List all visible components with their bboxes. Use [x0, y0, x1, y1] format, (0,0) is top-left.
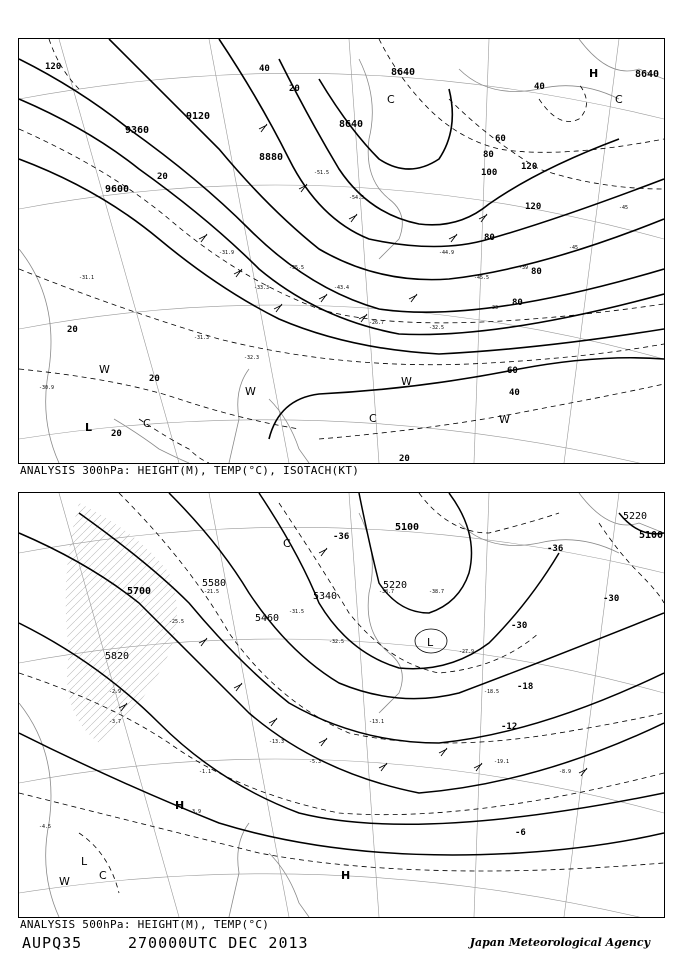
height-label: 5220	[383, 580, 408, 591]
isotach-label: 20	[111, 429, 122, 439]
svg-text:-43.4: -43.4	[334, 285, 350, 291]
svg-text:-31.9: -31.9	[219, 250, 235, 256]
warm-core-marker: W	[499, 413, 510, 426]
svg-text:-1.1: -1.1	[199, 769, 212, 775]
height-label: 5220	[623, 511, 648, 522]
height-labels	[105, 511, 663, 662]
svg-text:-31.1: -31.1	[79, 275, 95, 281]
isotach-label: 20	[67, 325, 78, 335]
isotach-label: 20	[157, 172, 168, 182]
warm-core-marker: W	[401, 375, 412, 388]
low-pressure-marker: L	[427, 636, 434, 649]
agency-name: Japan Meteorological Agency	[469, 936, 650, 949]
svg-text:-31.5: -31.5	[289, 609, 305, 615]
svg-text:-3.7: -3.7	[109, 719, 122, 725]
warm-core-marker: W	[59, 875, 70, 888]
svg-text:-4.5: -4.5	[39, 824, 52, 830]
graticule	[19, 39, 664, 463]
svg-text:-25.5: -25.5	[169, 619, 185, 625]
isotach-label: 120	[521, 162, 538, 172]
isotherm-label: -36	[333, 532, 350, 542]
cold-core-marker: C	[99, 869, 107, 882]
isotherm-label: -6	[515, 828, 526, 838]
cold-core-marker: C	[369, 412, 377, 425]
svg-text:-2.9: -2.9	[109, 689, 122, 695]
coastline	[19, 39, 664, 463]
isotach-label: 80	[512, 298, 523, 308]
isotach-label: 20	[399, 454, 410, 463]
warm-core-marker: W	[99, 363, 110, 376]
isotherm-label: -30	[511, 621, 528, 631]
isotherm-labels	[333, 532, 619, 838]
warm-core-marker: W	[245, 385, 256, 398]
isotach-label: 120	[45, 62, 62, 72]
svg-text:-38.7: -38.7	[429, 589, 445, 595]
isotach-label: 40	[534, 82, 545, 92]
isotach-label: 80	[483, 150, 494, 160]
isotach-label: 80	[484, 233, 495, 243]
low-pressure-marker: L	[85, 421, 93, 434]
isotherm-label: -30	[603, 594, 620, 604]
cold-core-marker: C	[143, 417, 151, 430]
svg-text:-33: -33	[489, 305, 499, 311]
height-label: 9600	[105, 184, 130, 195]
svg-text:-38.7: -38.7	[379, 589, 395, 595]
isotherm-label: -36	[547, 544, 564, 554]
high-pressure-marker: H	[341, 869, 351, 882]
wind-barbs	[119, 548, 587, 776]
chart-300hpa-map	[19, 39, 664, 463]
height-label: 5820	[105, 651, 130, 662]
svg-text:-54.5: -54.5	[349, 195, 365, 201]
isotach-contours	[19, 39, 664, 463]
chart-500hpa-map	[19, 493, 664, 917]
svg-text:-32.3: -32.3	[244, 355, 260, 361]
height-label: 9360	[125, 125, 150, 136]
height-label: 5340	[313, 591, 338, 602]
height-label: 8880	[259, 152, 284, 163]
svg-text:-33.3: -33.3	[254, 285, 270, 291]
height-label: 5100	[639, 530, 664, 541]
height-label: 5100	[395, 522, 420, 533]
cold-core-marker: C	[615, 93, 623, 106]
height-label: 5700	[127, 586, 152, 597]
isotherm-label: -18	[517, 682, 534, 692]
height-label: 5460	[255, 613, 280, 624]
isotach-label: 20	[149, 374, 160, 384]
isotach-label: 40	[259, 64, 270, 74]
svg-text:-5.3: -5.3	[309, 759, 322, 765]
svg-text:-19.1: -19.1	[494, 759, 510, 765]
svg-text:-13.3: -13.3	[269, 739, 285, 745]
isotach-label: 40	[509, 388, 520, 398]
valid-time: 270000UTC DEC 2013	[128, 934, 309, 952]
isotach-label: 60	[507, 366, 518, 376]
svg-text:-26.7: -26.7	[369, 320, 385, 326]
height-label: 8640	[635, 69, 660, 80]
svg-text:-8.9: -8.9	[559, 769, 572, 775]
isotach-label: 120	[525, 202, 542, 212]
svg-text:-45: -45	[569, 245, 579, 251]
cold-core-marker: C	[387, 93, 395, 106]
isotach-label: 20	[289, 84, 300, 94]
svg-text:-21.5: -21.5	[204, 589, 220, 595]
high-pressure-marker: H	[175, 799, 185, 812]
isotach-label: 100	[481, 168, 498, 178]
svg-text:-45: -45	[619, 205, 629, 211]
svg-text:-32.5: -32.5	[329, 639, 345, 645]
height-label: 8640	[391, 67, 416, 78]
chart-500hpa-caption: ANALYSIS 500hPa: HEIGHT(M), TEMP(°C)	[20, 918, 270, 931]
low-pressure-marker: L	[81, 855, 88, 868]
svg-text:-3.9: -3.9	[189, 809, 202, 815]
svg-text:-35.5: -35.5	[289, 265, 305, 271]
svg-text:-45.5: -45.5	[474, 275, 490, 281]
chart-300hpa-panel	[18, 38, 665, 464]
height-label: 5580	[202, 578, 227, 589]
svg-text:-39: -39	[519, 265, 529, 271]
isotach-label: 60	[495, 134, 506, 144]
chart-300hpa-caption: ANALYSIS 300hPa: HEIGHT(M), TEMP(°C), ISOTACH(KT)	[20, 464, 360, 477]
svg-text:-30.9: -30.9	[39, 385, 55, 391]
svg-text:-51.5: -51.5	[314, 170, 330, 176]
height-label: 8640	[339, 119, 364, 130]
chart-500hpa-panel	[18, 492, 665, 918]
product-id: AUPQ35	[22, 934, 83, 952]
svg-text:-27.9: -27.9	[459, 649, 475, 655]
svg-text:-31.3: -31.3	[194, 335, 210, 341]
svg-text:-18.5: -18.5	[484, 689, 500, 695]
height-label: 9120	[186, 111, 211, 122]
isotach-label: 80	[531, 267, 542, 277]
svg-text:-13.1: -13.1	[369, 719, 385, 725]
cold-core-marker: C	[283, 537, 291, 550]
isotherm-label: -12	[501, 722, 518, 732]
high-pressure-marker: H	[589, 67, 599, 80]
svg-text:-44.9: -44.9	[439, 250, 455, 256]
svg-text:-32.5: -32.5	[429, 325, 445, 331]
